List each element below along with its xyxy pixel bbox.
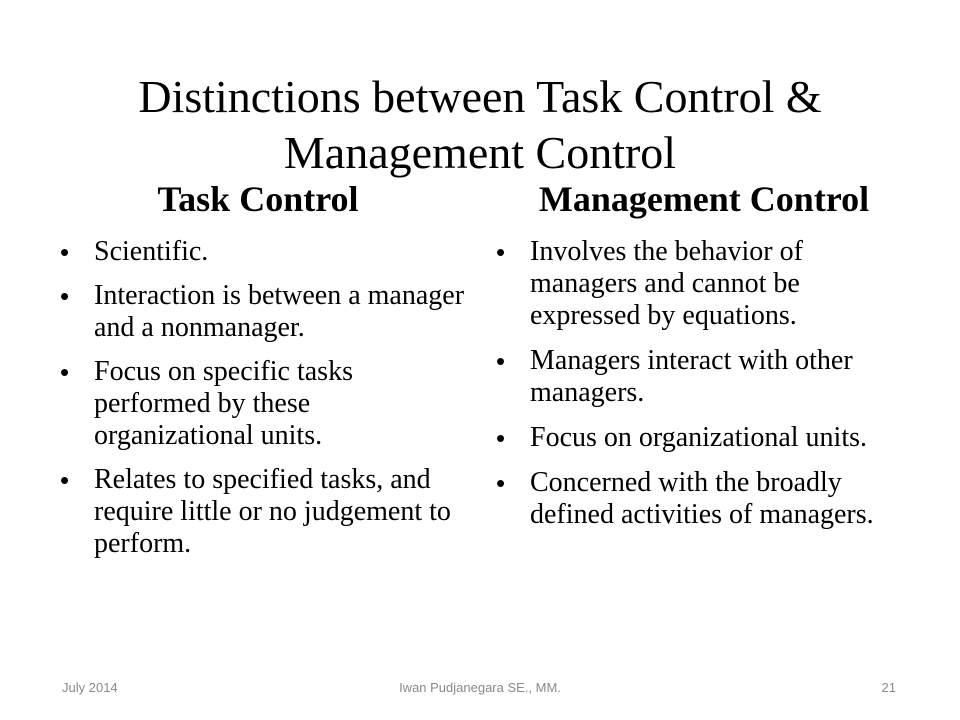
bullet-text: Scientific. — [94, 236, 209, 267]
list-item — [494, 467, 914, 531]
list-item — [58, 280, 468, 344]
bullet-dot-icon: • — [60, 357, 70, 387]
management-control-list — [494, 236, 914, 531]
list-item — [58, 356, 468, 452]
bullet-text: Relates to specified tasks, and require little or no judgement to perform. — [94, 464, 451, 559]
management-control-column — [494, 176, 914, 544]
bullet-text: Involves the behavior of managers and cannot be expressed by equations. — [530, 236, 803, 331]
bullet-text: Focus on specific tasks performed by these organizational units. — [94, 356, 353, 451]
list-item — [58, 236, 468, 268]
bullet-text: Managers interact with other managers. — [530, 345, 853, 408]
list-item — [58, 464, 468, 560]
slide-title — [40, 69, 920, 181]
management-control-heading: Management Control — [538, 179, 870, 219]
footer-date: July 2014 — [62, 680, 118, 695]
task-control-column — [58, 176, 468, 572]
bullet-dot-icon: • — [496, 237, 506, 267]
task-control-list — [58, 236, 468, 560]
footer-author: Iwan Pudjanegara SE., MM. — [399, 680, 561, 695]
bullet-dot-icon: • — [496, 423, 506, 453]
task-control-heading: Task Control — [157, 179, 359, 219]
bullet-dot-icon: • — [60, 281, 70, 311]
title-line-2: Management Control — [283, 126, 677, 178]
list-item — [494, 236, 914, 332]
bullet-text: Concerned with the broadly defined activities of managers. — [530, 467, 874, 530]
page-number: 21 — [881, 680, 896, 695]
bullet-dot-icon: • — [60, 237, 70, 267]
bullet-dot-icon: • — [496, 468, 506, 498]
bullet-dot-icon: • — [496, 346, 506, 376]
title-line-1: Distinctions between Task Control & — [138, 70, 822, 122]
list-item — [494, 422, 914, 454]
list-item — [494, 345, 914, 409]
bullet-text: Focus on organizational units. — [530, 422, 867, 453]
bullet-dot-icon: • — [60, 465, 70, 495]
bullet-text: Interaction is between a manager and a nonmanager. — [94, 280, 465, 343]
